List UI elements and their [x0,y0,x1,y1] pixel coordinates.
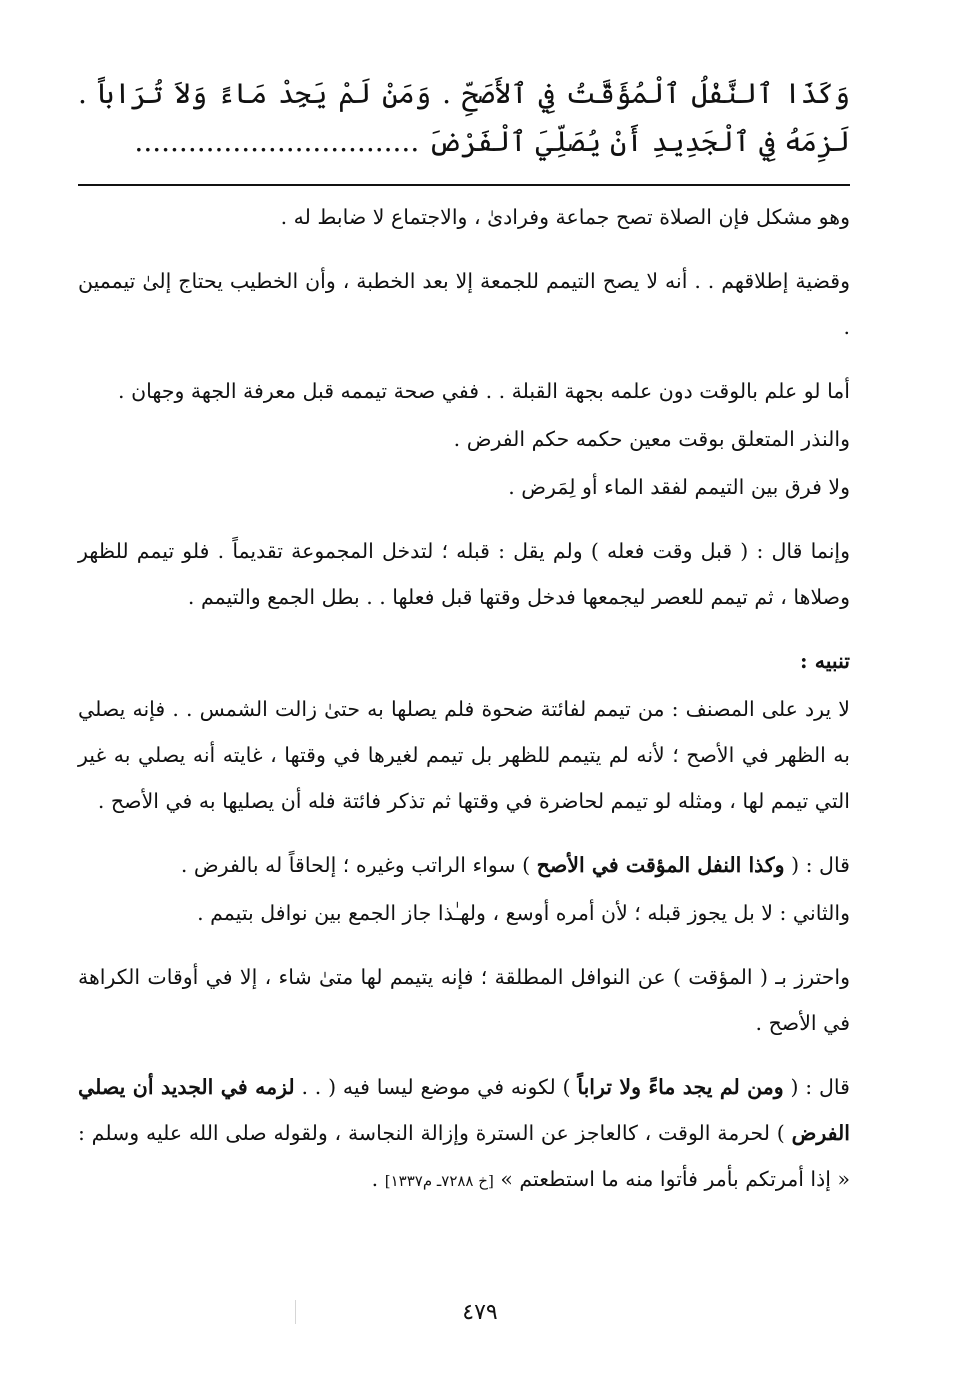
quote-lead: قال : ( [791,853,850,877]
quote-tail: ) سواء الراتب وغيره ؛ إلحاقاً له بالفرض . [180,853,531,877]
commentary-paragraph: أما لو علم بالوقت دون علمه بجهة القبلة . . ففي صحة تيممه قبل معرفة الجهة وجهان . [118,379,850,403]
commentary-paragraph: واحترز بـ ( المؤقت ) عن النوافل المطلقة ؛ فإنه يتيمم لها متىٰ شاء ، إلا في أوقات الكراهة في الأصح . [78,965,850,1035]
matn-dots: ................................ [134,125,420,158]
commentary-paragraph: وهو مشكل فإن الصلاة تصح جماعة وفرادىٰ ، والاجتماع لا ضابط له . [280,205,850,229]
quoted-matn: ومن لم يجد ماءً ولا تراباً [577,1075,784,1099]
sentence-end: . [371,1167,379,1191]
commentary-paragraph: ولا فرق بين التيمم لفقد الماء أو لِمَرض . [508,475,850,499]
commentary-paragraph: والثاني : لا بل يجوز قبله ؛ لأن أمره أوسع ، ولهـٰذا جاز الجمع بين نوافل بتيمم . [197,901,850,925]
book-page [78,70,850,1204]
matn-text [78,70,850,166]
quoted-matn: وكذا النفل المؤقت في الأصح [536,853,785,877]
commentary-paragraph: لا يرد على المصنف : من تيمم لفائتة ضحوة فلم يصلها به حتىٰ زالت الشمس . . فإنه يصلي به الظهر في الأصح ؛ لأنه لم يتيمم للظهر بل تيمم لغيرها في وقتها ، غايته أنه يصلي به غير التي تيمم لها ، ومثله لو تيمم لحاضرة في وقتها ثم تذكر فائتة فله أن يصليها به في الأصح . [78,697,850,813]
matn-line: وَكَذَا ٱلنَّفْلُ ٱلْمُؤَقَّتُ فِي ٱلأَصَحِّ . وَمَنْ لَمْ يَجِدْ مَاءً وَلاَ تُرَاباً . لَزِمَهُ فِي ٱلْجَدِيدِ أَنْ يُصَلِّيَ ٱلْفَرْضَ [78,77,850,158]
hadith-reference: [خ ٧٢٨٨ـ م١٣٣٧] [384,1172,494,1190]
quote-tail: ) لحرمة الوقت ، كالعاجز عن السترة وإزالة النجاسة ، ولقوله صلى الله عليه وسلم : « إذا أمرتكم بأمر فأتوا منه ما استطعتم » [78,1121,850,1191]
separator-rule [78,184,850,186]
commentary-paragraph [78,842,850,888]
section-heading: تنبيه : [800,649,850,673]
commentary-paragraph: والنذر المتعلق بوقت معين حكمه حكم الفرض . [453,427,850,451]
commentary-paragraph: وإنما قال : ( قبل وقت فعله ) ولم يقل : قبله ؛ لتدخل المجموعة تقديماً . فلو تيمم للظهر وصلاها ، ثم تيمم للعصر ليجمعها فدخل وقتها قبل فعلها . . بطل الجمع والتيمم . [78,539,850,609]
commentary-paragraph [78,1064,850,1204]
page-number: ٤٧٩ [462,1300,498,1325]
quote-lead: قال : ( [790,1075,850,1099]
quote-mid: ) لكونه في موضع ليسا فيه ( . . [301,1075,571,1099]
commentary-paragraph: وقضية إطلاقهم . . أنه لا يصح التيمم للجمعة إلا بعد الخطبة ، وأن الخطيب يحتاج إلىٰ تيممين . [78,269,850,339]
commentary [78,194,850,1204]
quoted-matn: لزمه في الجديد أن يصلي الفرض [78,1075,850,1145]
